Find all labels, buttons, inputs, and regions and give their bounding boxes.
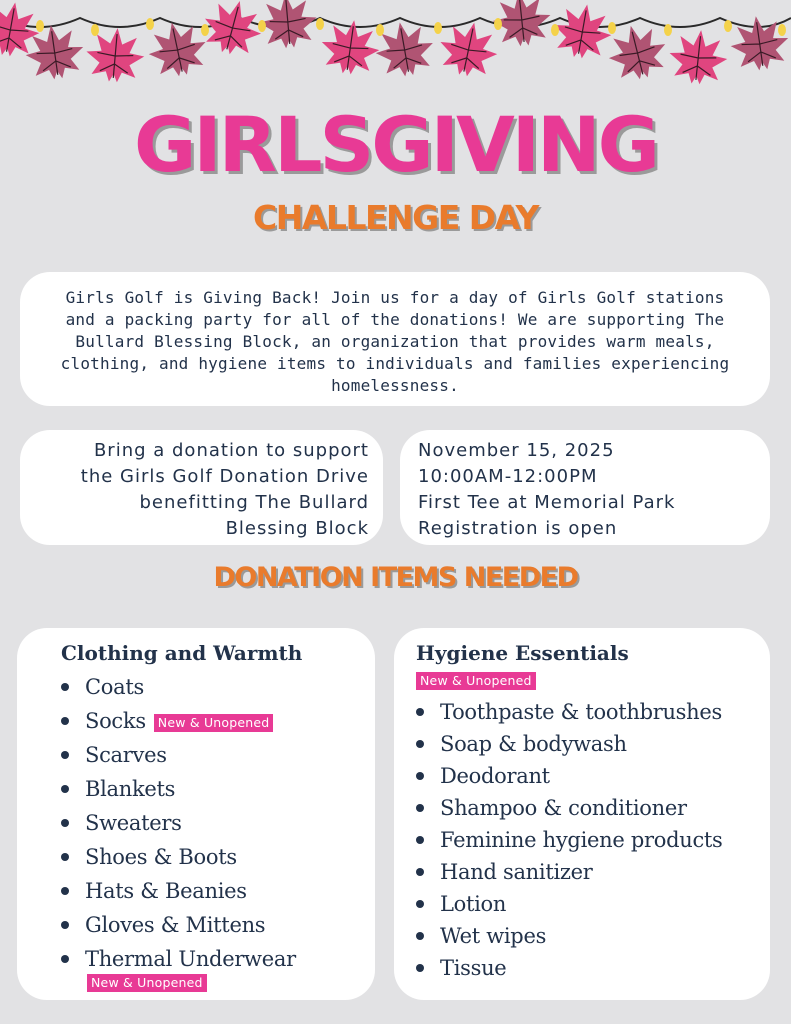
- event-details-card: [400, 430, 770, 545]
- list-item: Lotion: [416, 888, 770, 920]
- list-item: Hand sanitizer: [416, 856, 770, 888]
- bullet-icon: [416, 964, 424, 972]
- leaf-icon: [0, 0, 44, 61]
- page-title: GIRLSGIVING: [133, 100, 658, 189]
- intro-card: [20, 272, 770, 406]
- new-unopened-badge: New & Unopened: [416, 672, 536, 690]
- list-item: Tissue: [416, 952, 770, 984]
- leaf-icon: [22, 21, 87, 83]
- event-location: First Tee at Memorial Park: [418, 492, 676, 513]
- new-unopened-badge: New & Unopened: [154, 714, 274, 732]
- leaf-icon: [667, 27, 730, 87]
- bullet-icon: [61, 955, 69, 963]
- leaf-icon: [727, 12, 791, 74]
- bullet-icon: [416, 740, 424, 748]
- list-item: Thermal Underwear: [61, 942, 375, 976]
- list-item: Scarves: [61, 738, 375, 772]
- list-item: Soap & bodywash: [416, 728, 770, 760]
- list-item: Gloves & Mittens: [61, 908, 375, 942]
- bullet-icon: [416, 708, 424, 716]
- hygiene-heading: Hygiene Essentials: [416, 641, 629, 665]
- list-item: Coats: [61, 670, 375, 704]
- bullet-icon: [416, 772, 424, 780]
- bullet-icon: [61, 819, 69, 827]
- garland-string: [0, 18, 791, 27]
- bullet-icon: [416, 868, 424, 876]
- donation-info-card: [20, 430, 383, 545]
- bullet-icon: [416, 932, 424, 940]
- bullet-icon: [61, 683, 69, 691]
- bullet-icon: [416, 804, 424, 812]
- leaf-garland: [0, 0, 791, 100]
- list-item: Deodorant: [416, 760, 770, 792]
- page-subtitle: CHALLENGE DAY: [253, 198, 538, 237]
- list-item: Blankets: [61, 772, 375, 806]
- event-registration: Registration is open: [418, 518, 618, 539]
- intro-text: Girls Golf is Giving Back! Join us for a day of Girls Golf stations and a packing party for all of the donations! We are supporting The Bullard Blessing Block, an organization that provides warm meals, clothing, and hygiene items to individuals and families experiencing homelessness.: [60, 288, 730, 395]
- hygiene-list-card: [394, 628, 770, 1000]
- bullet-icon: [61, 921, 69, 929]
- list-item: Hats & Beanies: [61, 874, 375, 908]
- clothing-list-card: [17, 628, 375, 1000]
- bullet-icon: [416, 836, 424, 844]
- bullet-icon: [61, 717, 69, 725]
- donation-info-line: Bring a donation to support: [93, 440, 369, 461]
- event-date: November 15, 2025: [418, 440, 615, 461]
- bullet-icon: [61, 887, 69, 895]
- donation-info-line: benefitting The Bullard: [139, 492, 369, 513]
- list-item: Shampoo & conditioner: [416, 792, 770, 824]
- list-item: Sweaters: [61, 806, 375, 840]
- bullet-icon: [61, 785, 69, 793]
- clothing-list: [61, 670, 375, 976]
- bullet-icon: [416, 900, 424, 908]
- donation-items-title: DONATION ITEMS NEEDED: [213, 562, 578, 593]
- event-time: 10:00AM-12:00PM: [418, 466, 598, 487]
- list-item: Shoes & Boots: [61, 840, 375, 874]
- clothing-heading: Clothing and Warmth: [61, 641, 303, 665]
- new-unopened-badge: New & Unopened: [87, 974, 207, 992]
- bullet-icon: [61, 751, 69, 759]
- list-item: Socks New & Unopened: [61, 704, 375, 738]
- hygiene-list: [416, 696, 770, 984]
- list-item: Wet wipes: [416, 920, 770, 952]
- donation-info-line: the Girls Golf Donation Drive: [80, 466, 369, 487]
- leaf-icon: [549, 0, 615, 63]
- list-item: Feminine hygiene products: [416, 824, 770, 856]
- list-item: Toothpaste & toothbrushes: [416, 696, 770, 728]
- bullet-icon: [61, 853, 69, 861]
- donation-info-line: Blessing Block: [225, 518, 369, 539]
